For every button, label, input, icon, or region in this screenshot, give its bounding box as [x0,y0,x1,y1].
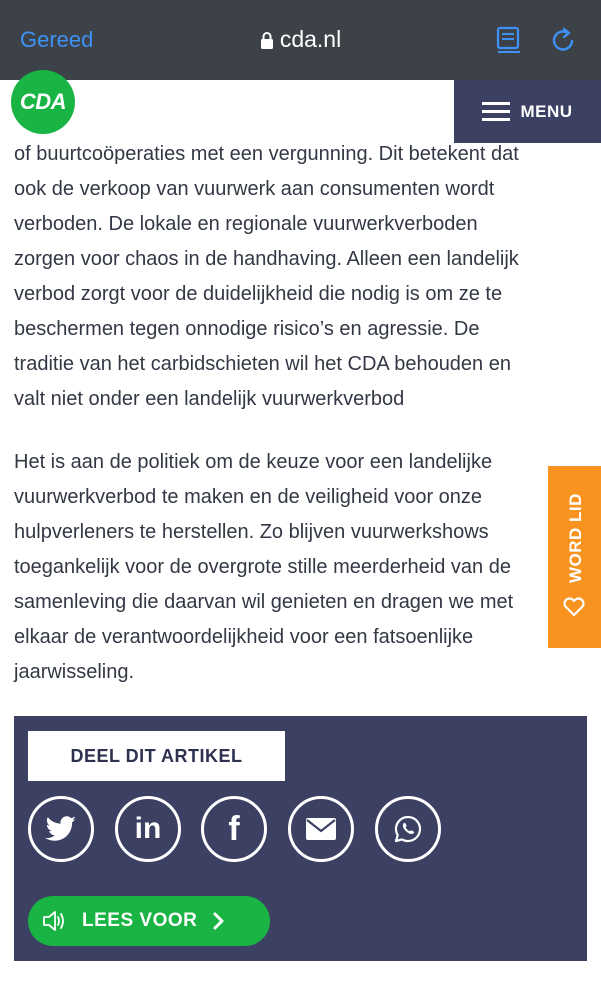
word-lid-label: WORD LID [566,493,585,583]
word-lid-tab[interactable] [548,466,601,648]
whatsapp-icon [393,814,423,844]
text-line: traditie van het carbidschieten wil het CDA behouden en [14,353,511,375]
article-paragraph-1 [14,137,582,417]
text-line: jaarwisseling. [14,661,135,683]
text-line: zorgen voor chaos in de handhaving. Alleen een landelijk [14,248,519,270]
linkedin-icon: in [134,812,162,845]
text-line: vuurwerkverbod te maken en de veiligheid voor onze [14,486,483,508]
text-line: beschermen tegen onnodige risico’s en agressie. De [14,318,480,340]
speaker-icon [42,909,68,933]
email-icon [306,818,336,840]
text-line: samenleving die daarvan wil genieten en dragen we met [14,591,514,613]
share-twitter-button[interactable] [28,796,94,862]
facebook-icon: f [228,809,240,848]
text-line: elkaar de verantwoordelijkheid voor een fatsoenlijke [14,626,474,648]
text-line: hulpverleners te herstellen. Zo blijven vuurwerkshows [14,521,489,543]
share-whatsapp-button[interactable] [375,796,441,862]
twitter-icon [45,815,77,843]
text-line: toegankelijk voor de overgrote stille meerderheid van de [14,556,511,578]
hamburger-icon [482,102,510,122]
text-line: Het is aan de politiek om de keuze voor een landelijke [14,451,493,473]
reload-icon[interactable] [551,26,577,54]
share-box [14,716,587,961]
lees-voor-label: LEES VOOR [82,910,198,931]
text-line: valt niet onder een landelijk vuurwerkverbod [14,388,405,410]
text-line: of buurtcoöperaties met een vergunning. Dit betekent dat [14,143,519,165]
article-paragraph-2 [14,445,582,690]
cda-logo[interactable]: CDA [11,70,75,134]
text-line: verbod zorgt voor de duidelijkheid die nodig is om ze te [14,283,503,305]
chevron-right-icon [213,912,225,930]
share-title: DEEL DIT ARTIKEL [28,731,285,781]
share-facebook-button[interactable] [201,796,267,862]
browser-toolbar [0,0,601,80]
menu-label: MENU [520,101,573,121]
reader-view-icon[interactable] [496,26,522,54]
share-linkedin-button[interactable] [115,796,181,862]
share-email-button[interactable] [288,796,354,862]
heart-icon [562,594,586,618]
text-line: verboden. De lokale en regionale vuurwerkverboden [14,213,478,235]
lock-icon [260,31,274,49]
done-button[interactable]: Gereed [20,27,94,52]
menu-button[interactable] [454,80,601,143]
url-text: cda.nl [279,26,342,52]
lees-voor-button[interactable] [28,896,270,946]
text-line: ook de verkoop van vuurwerk aan consumenten wordt [14,178,495,200]
